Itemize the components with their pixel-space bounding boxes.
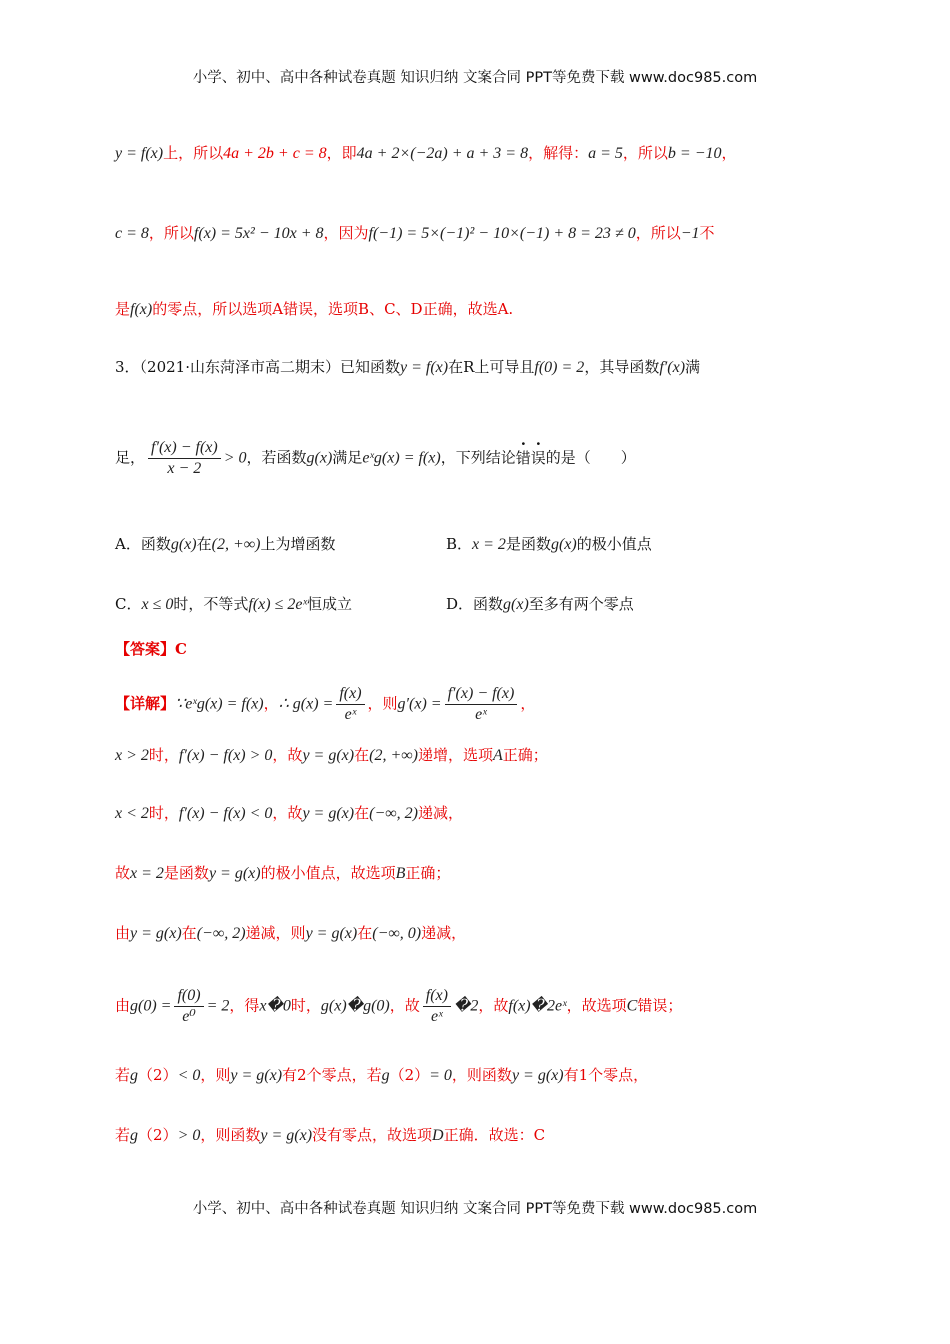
question-3-stem-1 — [115, 360, 835, 376]
math: x = 2 — [472, 536, 506, 553]
option-c — [115, 593, 352, 614]
prev-line-1 — [115, 146, 835, 162]
text: 的是（ ） — [545, 448, 636, 467]
math: > 0 — [223, 449, 247, 467]
option-a — [115, 533, 336, 554]
numerator: f′(x) − f(x) — [445, 686, 518, 705]
math: > 0 — [177, 1127, 201, 1144]
prev-line-3 — [115, 302, 835, 318]
option-label: D．函数 — [446, 595, 504, 613]
detail-line-2 — [115, 748, 835, 764]
prev-line-2 — [115, 226, 835, 242]
math: x < 2 — [115, 805, 149, 822]
text: 正确．故选：C — [443, 1126, 546, 1144]
question-3-stem-2 — [115, 440, 835, 477]
text: 是函数 — [505, 535, 551, 553]
math: (−∞, 0) — [372, 925, 422, 942]
math: y = g(x) — [302, 805, 355, 822]
math: c = 8 — [115, 225, 149, 242]
math: g — [130, 1067, 139, 1084]
math: y = g(x) — [130, 925, 182, 942]
math: �2 — [453, 997, 479, 1015]
text: （2） — [138, 1126, 178, 1144]
text: ，其导函数 — [584, 358, 660, 376]
math: y = f(x) — [400, 359, 449, 376]
detail-line-4 — [115, 866, 835, 882]
text: 由 — [115, 924, 131, 942]
numerator: f(0) — [174, 988, 203, 1007]
answer-line: 【答案】C — [115, 640, 187, 658]
math: eˣg(x) = f(x) — [362, 449, 441, 467]
text: ，则函数 — [451, 1066, 512, 1084]
math: f′(x) − f(x) < 0 — [178, 805, 273, 822]
fraction — [174, 988, 203, 1025]
numerator: f′(x) − f(x) — [148, 440, 221, 459]
text: 至多有两个零点 — [528, 595, 634, 613]
page-header-banner: 小学、初中、高中各种试卷真题 知识归纳 文案合同 PPT等免费下载 www.doc985.com — [192, 70, 758, 86]
text: 有1个零点， — [563, 1066, 649, 1084]
detail-line-6 — [115, 988, 835, 1025]
text: ，则函数 — [200, 1126, 261, 1144]
option-label: B． — [446, 535, 473, 553]
math: g — [130, 1127, 139, 1144]
text: ，故 — [389, 996, 420, 1015]
math: y = g(x) — [302, 747, 355, 764]
text: ，因为 — [323, 224, 369, 242]
math: x ≤ 0 — [141, 596, 174, 613]
math: g(0) = — [130, 997, 172, 1015]
text: ， — [263, 694, 279, 713]
text: 是 — [115, 300, 131, 318]
math: 4a + 2×(−2a) + a + 3 = 8 — [356, 145, 529, 162]
denominator: eˣ — [475, 706, 487, 723]
page-footer-banner: 小学、初中、高中各种试卷真题 知识归纳 文案合同 PPT等免费下载 www.doc985.com — [192, 1201, 758, 1217]
math: f′(x) − f(x) > 0 — [178, 747, 273, 764]
text: 递减，则 — [245, 924, 306, 942]
option-d — [446, 593, 634, 614]
text: ，则 — [367, 694, 398, 713]
text: 在 — [357, 924, 373, 942]
text: ，故选项 — [566, 996, 627, 1015]
text: ，若函数 — [246, 448, 307, 467]
text: 的极小值点，故选项 — [260, 864, 396, 882]
math: g′(x) = — [397, 695, 442, 713]
text: 满足 — [332, 448, 363, 467]
math: y = g(x) — [260, 1127, 313, 1144]
text: ， — [721, 144, 737, 162]
text: ，故 — [272, 804, 303, 822]
math: ∴ g(x) = — [278, 695, 334, 713]
text: ，故 — [272, 746, 303, 764]
math: f(x) = 5x² − 10x + 8 — [193, 225, 324, 242]
denominator: eˣ — [344, 706, 357, 723]
math: f(x) ≤ 2eˣ — [248, 596, 307, 613]
text: 上，所以 — [163, 144, 224, 162]
text: （2） — [138, 1066, 178, 1084]
text: 在 — [354, 804, 370, 822]
text: 在 — [196, 535, 212, 553]
text: 递减， — [421, 924, 467, 942]
math: ∵eˣg(x) = f(x) — [175, 695, 264, 713]
math: 4a + 2b + c = 8 — [223, 145, 327, 162]
math: g(x) — [170, 536, 197, 553]
math: y = f(x) — [115, 145, 164, 162]
option-label: A．函数 — [115, 535, 171, 553]
detail-line-1 — [115, 686, 835, 723]
text: ，解得： — [528, 144, 589, 162]
text: 上为增函数 — [260, 535, 336, 553]
text: 足， — [115, 448, 146, 467]
text: 满 — [685, 358, 701, 376]
text: 是函数 — [163, 864, 209, 882]
text: 在 — [354, 746, 370, 764]
math: y = g(x) — [511, 1067, 564, 1084]
text: 没有零点，故选项 — [312, 1126, 433, 1144]
text: 若 — [115, 1066, 131, 1084]
math: −1 — [680, 225, 700, 242]
math: (2, +∞) — [211, 536, 261, 553]
text: ，所以 — [148, 224, 194, 242]
option-b — [446, 533, 652, 554]
fraction — [445, 686, 518, 723]
math: D — [432, 1127, 444, 1144]
math: x = 2 — [130, 865, 164, 882]
text: 正确； — [502, 746, 548, 764]
text: 递增，选项 — [417, 746, 493, 764]
detail-line-7 — [115, 1068, 835, 1084]
math: (−∞, 2) — [369, 805, 418, 822]
math: f(−1) = 5×(−1)² − 10×(−1) + 8 = 23 ≠ 0 — [368, 225, 636, 242]
detail-line-5 — [115, 926, 835, 942]
text: 3．（2021·山东菏泽市高二期末）已知函数 — [115, 358, 400, 376]
math: g — [381, 1067, 390, 1084]
math: g(x) — [503, 596, 529, 613]
numerator: f(x) — [336, 686, 364, 705]
math: b = −10 — [667, 145, 722, 162]
text: 正确； — [405, 864, 451, 882]
text: （2） — [389, 1066, 430, 1084]
text: 的零点，所以选项A错误，选项B、C、D正确，故选A. — [152, 300, 514, 318]
math: a = 5 — [588, 145, 623, 162]
fraction — [336, 686, 364, 723]
text: ，故 — [478, 996, 509, 1015]
math: = 0 — [429, 1067, 452, 1084]
emphasis-char: 误 — [530, 448, 546, 467]
math: C — [626, 997, 638, 1015]
text: 时， — [148, 804, 179, 822]
text: 在 — [181, 924, 197, 942]
math: g(x) — [306, 449, 333, 467]
text: ， — [520, 694, 536, 713]
detail-line-8 — [115, 1128, 835, 1144]
math: A — [492, 747, 503, 764]
text: 不 — [699, 224, 715, 242]
text: 时， — [148, 746, 179, 764]
math: y = g(x) — [208, 865, 261, 882]
math: B — [395, 865, 406, 882]
denominator: e⁰ — [182, 1008, 196, 1025]
text: ，下列结论 — [440, 448, 516, 467]
text: 恒成立 — [307, 595, 353, 613]
text: 在R上可导且 — [448, 358, 535, 376]
math: f(x) — [130, 301, 153, 318]
detail-line-3 — [115, 806, 835, 822]
math: (2, +∞) — [369, 747, 418, 764]
fraction — [423, 988, 451, 1025]
text: 递减， — [417, 804, 463, 822]
text: 的极小值点 — [576, 535, 652, 553]
math: x > 2 — [115, 747, 149, 764]
text: 若 — [115, 1126, 131, 1144]
text: ，得 — [229, 996, 260, 1015]
fraction — [148, 440, 221, 477]
text: 时，不等式 — [173, 595, 249, 613]
denominator: x − 2 — [167, 460, 202, 477]
text: ，则 — [200, 1066, 231, 1084]
math: y = g(x) — [305, 925, 358, 942]
math: (−∞, 2) — [196, 925, 246, 942]
text: 故 — [115, 864, 131, 882]
math: f′(x) — [659, 359, 686, 376]
option-label: C． — [115, 595, 142, 613]
text: ，即 — [326, 144, 357, 162]
text: 由 — [115, 996, 131, 1015]
math: g(x) — [550, 536, 577, 553]
math: = 2 — [206, 997, 230, 1015]
denominator: eˣ — [431, 1008, 443, 1025]
math: x�0 — [259, 997, 291, 1015]
emphasis-char: 错 — [515, 448, 531, 467]
text: ，所以 — [635, 224, 681, 242]
text: 有2个零点，若 — [282, 1066, 382, 1084]
math: g(x)�g(0) — [320, 997, 390, 1015]
text: 时， — [290, 996, 321, 1015]
detail-tag: 【详解】 — [115, 694, 176, 713]
math: f(0) = 2 — [534, 359, 585, 376]
math: f(x)�2eˣ — [508, 997, 567, 1015]
math: < 0 — [177, 1067, 201, 1084]
text: ，所以 — [622, 144, 668, 162]
math: y = g(x) — [230, 1067, 283, 1084]
text: 错误； — [637, 996, 683, 1015]
numerator: f(x) — [423, 988, 451, 1007]
